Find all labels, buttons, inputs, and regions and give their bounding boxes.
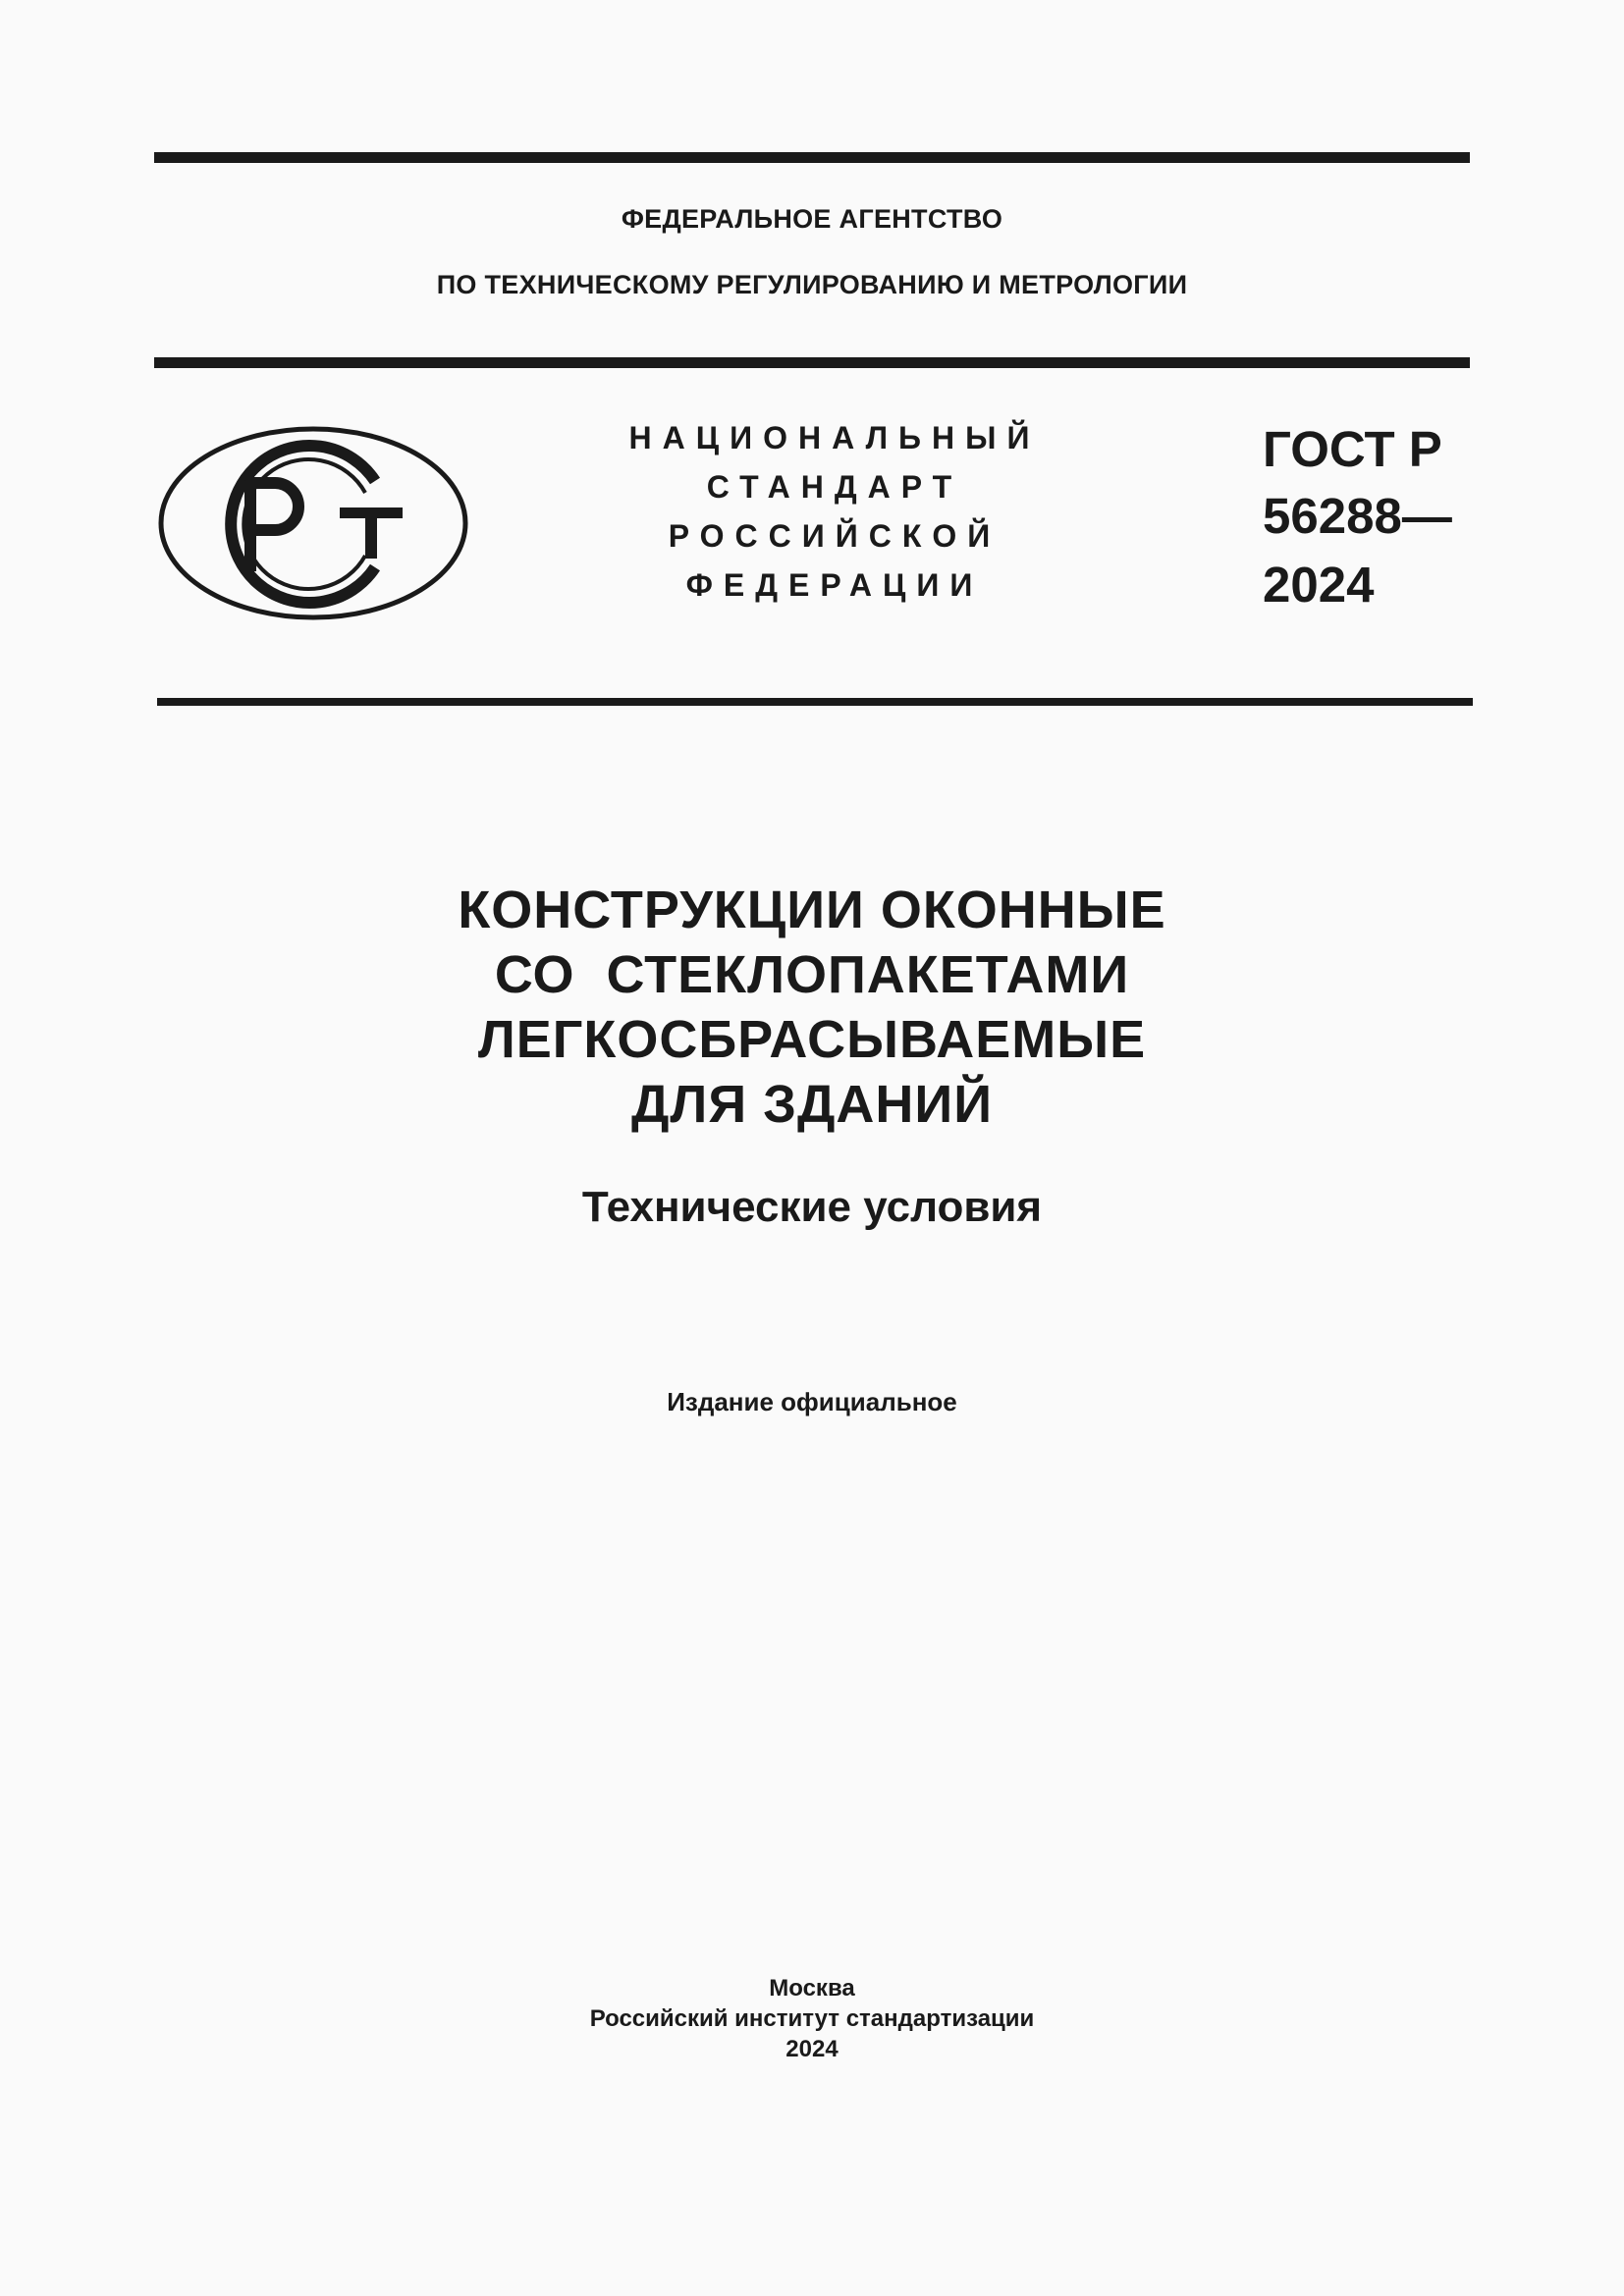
document-title-line4: ДЛЯ ЗДАНИЙ	[630, 1075, 994, 1134]
imprint-year: 2024	[785, 2036, 839, 2062]
document-subtitle: Технические условия	[581, 1183, 1043, 1231]
imprint-publisher: Российский институт стандартизации	[589, 2005, 1035, 2032]
document-title-line1: КОНСТРУКЦИИ ОКОННЫЕ	[458, 881, 1166, 939]
bottom-rule	[157, 698, 1473, 706]
rst-certification-logo-icon	[157, 424, 469, 622]
designation-line1: ГОСТ Р	[1263, 421, 1442, 477]
top-rule	[154, 152, 1470, 163]
designation-line2: 56288—	[1263, 488, 1452, 544]
imprint-city: Москва	[769, 1975, 855, 2002]
standard-type-line4: ФЕДЕРАЦИИ	[685, 567, 984, 603]
designation-line3: 2024	[1263, 557, 1375, 613]
document-title-line3: ЛЕГКОСБРАСЫВАЕМЫЕ	[477, 1010, 1147, 1069]
standard-type-line2: СТАНДАРТ	[706, 469, 963, 505]
middle-rule	[154, 357, 1470, 368]
edition-label: Издание официальное	[667, 1387, 957, 1416]
agency-name-line2: ПО ТЕХНИЧЕСКОМУ РЕГУЛИРОВАНИЮ И МЕТРОЛОГИИ	[436, 270, 1188, 299]
document-title-line2: СО СТЕКЛОПАКЕТАМИ	[494, 945, 1130, 1004]
standard-type-line1: НАЦИОНАЛЬНЫЙ	[628, 420, 1041, 455]
agency-name-line1: ФЕДЕРАЛЬНОЕ АГЕНТСТВО	[621, 204, 1003, 234]
standard-type-line3: РОССИЙСКОЙ	[668, 518, 1001, 554]
